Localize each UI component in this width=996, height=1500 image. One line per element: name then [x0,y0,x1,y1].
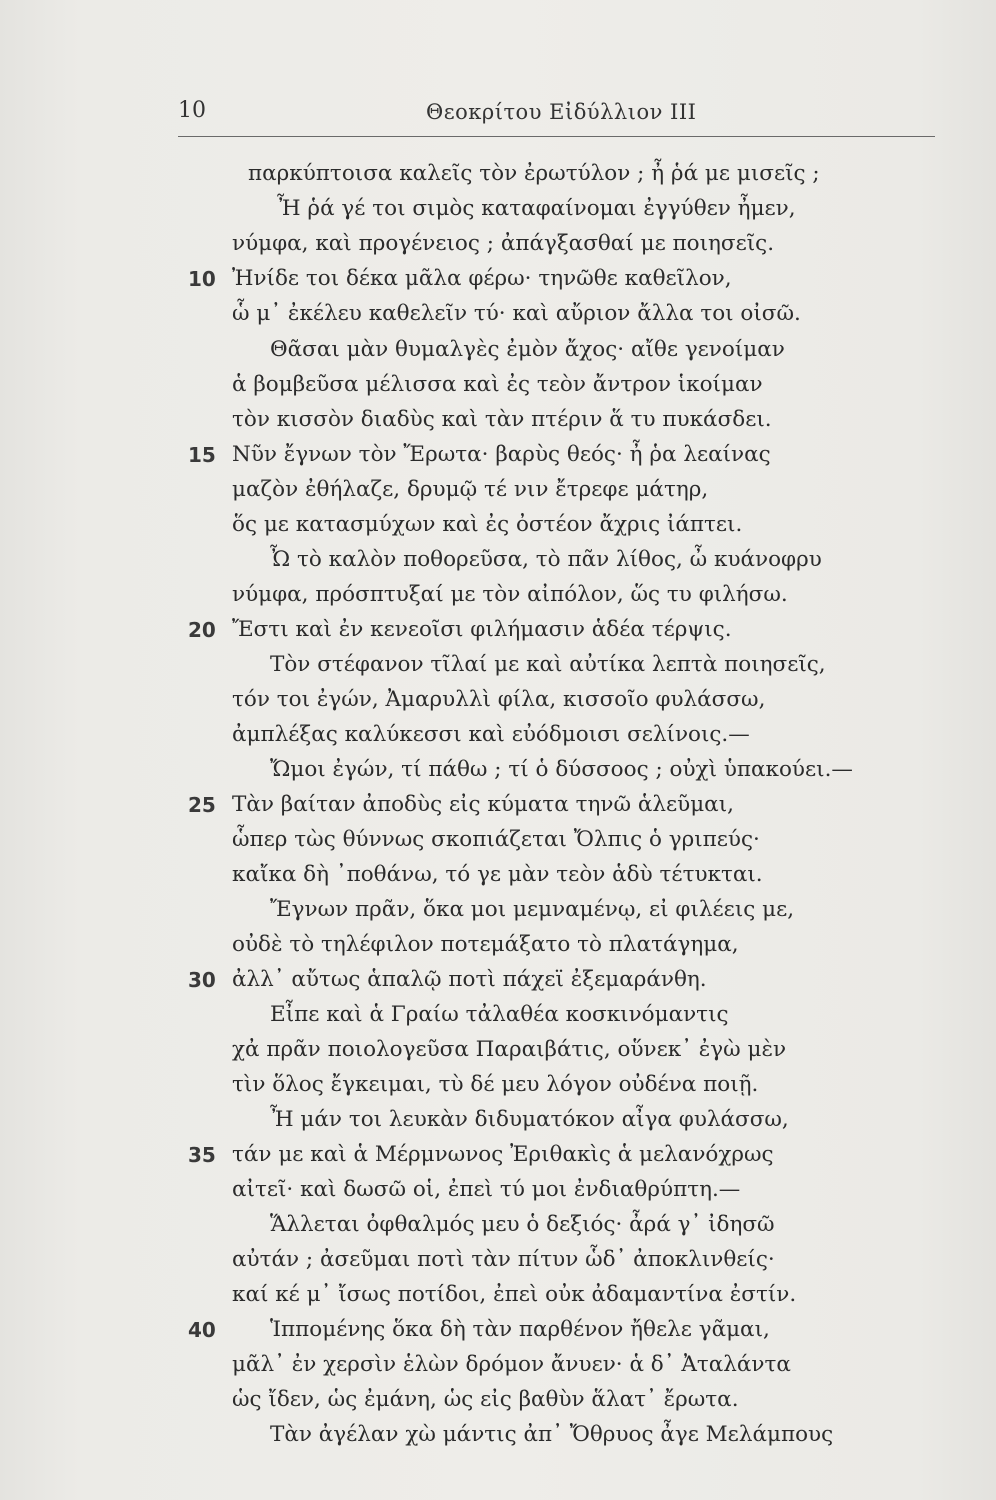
verse-line: οὐδὲ τὸ τηλέφιλον ποτεμάξατο τὸ πλατάγημα, [232,932,739,957]
verse-line: ὅς με κατασμύχων καὶ ἐς ὀστέον ἄχρις ἰάπτει. [232,512,743,537]
verse-number: 30 [188,968,216,992]
verse-number: 35 [188,1143,216,1167]
verse-line: χἀ πρᾶν ποιολογεῦσα Παραιβάτις, οὕνεκ᾿ ἐγὼ μὲν [232,1037,787,1062]
verse-line: Ὦ τὸ καλὸν ποθορεῦσα, τὸ πᾶν λίθος, ὦ κυάνοφρυ [270,547,822,572]
verse-line: ὡς ἴδεν, ὡς ἐμάνη, ὡς εἰς βαθὺν ἅλατ᾿ ἔρωτα. [232,1387,739,1412]
verse-line: ὧ μ᾿ ἐκέλευ καθελεῖν τύ· καὶ αὔριον ἄλλα τοι οἰσῶ. [232,301,801,326]
verse-line: καί κέ μ᾿ ἴσως ποτίδοι, ἐπεὶ οὐκ ἀδαμαντίνα ἐστίν. [232,1282,797,1307]
verse-line: Ἅλλεται ὀφθαλμός μευ ὁ δεξιός· ἆρά γ᾿ ἰδησῶ [270,1212,775,1237]
verse-line: Τὸν στέφανον τῖλαί με καὶ αὐτίκα λεπτὰ ποιησεῖς, [270,652,826,677]
verse-line: μᾶλ᾿ ἐν χερσὶν ἑλὼν δρόμον ἄνυεν· ἁ δ᾿ Ἀταλάντα [232,1352,791,1377]
verse-line: ἀλλ᾿ αὔτως ἁπαλῷ ποτὶ πάχεϊ ἐξεμαράνθη. [232,967,707,992]
verse-line: νύμφα, καὶ προγένειος ; ἀπάγξασθαί με ποιησεῖς. [232,231,775,256]
verse-line: ἁ βομβεῦσα μέλισσα καὶ ἐς τεὸν ἄντρον ἱκοίμαν [232,372,763,397]
verse-number: 40 [188,1318,216,1342]
verse-line: Ἦ ῥά γέ τοι σιμὸς καταφαίνομαι ἐγγύθεν ἦμεν, [277,196,796,221]
verse-line: μαζὸν ἐθήλαζε, δρυμῷ τέ νιν ἔτρεφε μάτηρ, [232,477,709,502]
page-number: 10 [178,98,206,123]
verse-line: αἰτεῖ· καὶ δωσῶ οἱ, ἐπεὶ τύ μοι ἐνδιαθρύπτη.— [232,1177,741,1202]
verse-line: Ἦ μάν τοι λευκὰν διδυματόκον αἶγα φυλάσσω, [270,1107,789,1132]
verse-line: τόν τοι ἐγών, Ἀμαρυλλὶ φίλα, κισσοῖο φυλάσσω, [232,687,766,712]
verse-line: Ἔστι καὶ ἐν κενεοῖσι φιλήμασιν ἁδέα τέρψις. [232,617,732,642]
running-title: Θεοκρίτου Εἰδύλλιον ΙΙΙ [426,100,697,124]
verse-line: Ἔγνων πρᾶν, ὅκα μοι μεμναμένῳ, εἰ φιλέεις με, [270,897,795,922]
verse-line: αὐτάν ; ἀσεῦμαι ποτὶ τὰν πίτυν ὧδ᾿ ἀποκλινθείς· [232,1247,775,1272]
header-rule [178,136,935,137]
verse-line: ὧπερ τὼς θύννως σκοπιάζεται Ὄλπις ὁ γριπεύς· [232,827,760,852]
verse-number: 20 [188,618,216,642]
verse-line: Θᾶσαι μὰν θυμαλγὲς ἐμὸν ἄχος· αἴθε γενοίμαν [270,337,785,362]
verse-number: 25 [188,793,216,817]
verse-line: Νῦν ἔγνων τὸν Ἔρωτα· βαρὺς θεός· ἦ ῥα λεαίνας [232,442,771,467]
verse-line: τάν με καὶ ἁ Μέρμνωνος Ἐριθακὶς ἁ μελανόχρως [232,1142,774,1167]
verse-line: Τὰν ἀγέλαν χὼ μάντις ἀπ᾿ Ὄθρυος ἆγε Μελάμπους [270,1422,834,1447]
verse-line: Τὰν βαίταν ἀποδὺς εἰς κύματα τηνῶ ἁλεῦμαι, [232,792,734,817]
page-header [178,98,938,136]
verse-line: Ὤμοι ἐγών, τί πάθω ; τί ὁ δύσσοος ; οὐχὶ ὑπακούει.— [270,757,853,782]
verse-line: Εἶπε καὶ ἁ Γραίω τἀλαθέα κοσκινόμαντις [270,1002,729,1027]
verse-line: ἀμπλέξας καλύκεσσι καὶ εὐόδμοισι σελίνοις.— [232,722,750,747]
verse-number: 10 [188,267,216,291]
verse-line: καἴκα δὴ ᾿ποθάνω, τό γε μὰν τεὸν ἁδὺ τέτυκται. [232,862,763,887]
verse-line: παρκύπτοισα καλεῖς τὸν ἐρωτύλον ; ἦ ῥά με μισεῖς ; [248,161,820,186]
verse-line: Ἠνίδε τοι δέκα μᾶλα φέρω· τηνῶθε καθεῖλον, [232,266,732,291]
verse-line: Ἱππομένης ὅκα δὴ τὰν παρθένον ἤθελε γᾶμαι, [270,1317,770,1342]
verse-number: 15 [188,443,216,467]
verse-line: νύμφα, πρόσπτυξαί με τὸν αἰπόλον, ὥς τυ φιλήσω. [232,582,788,607]
verse-line: τὸν κισσὸν διαδὺς καὶ τὰν πτέριν ἅ τυ πυκάσδει. [232,407,772,432]
verse-line: τὶν ὅλος ἔγκειμαι, τὺ δέ μευ λόγον οὐδένα ποιῇ. [232,1072,759,1097]
